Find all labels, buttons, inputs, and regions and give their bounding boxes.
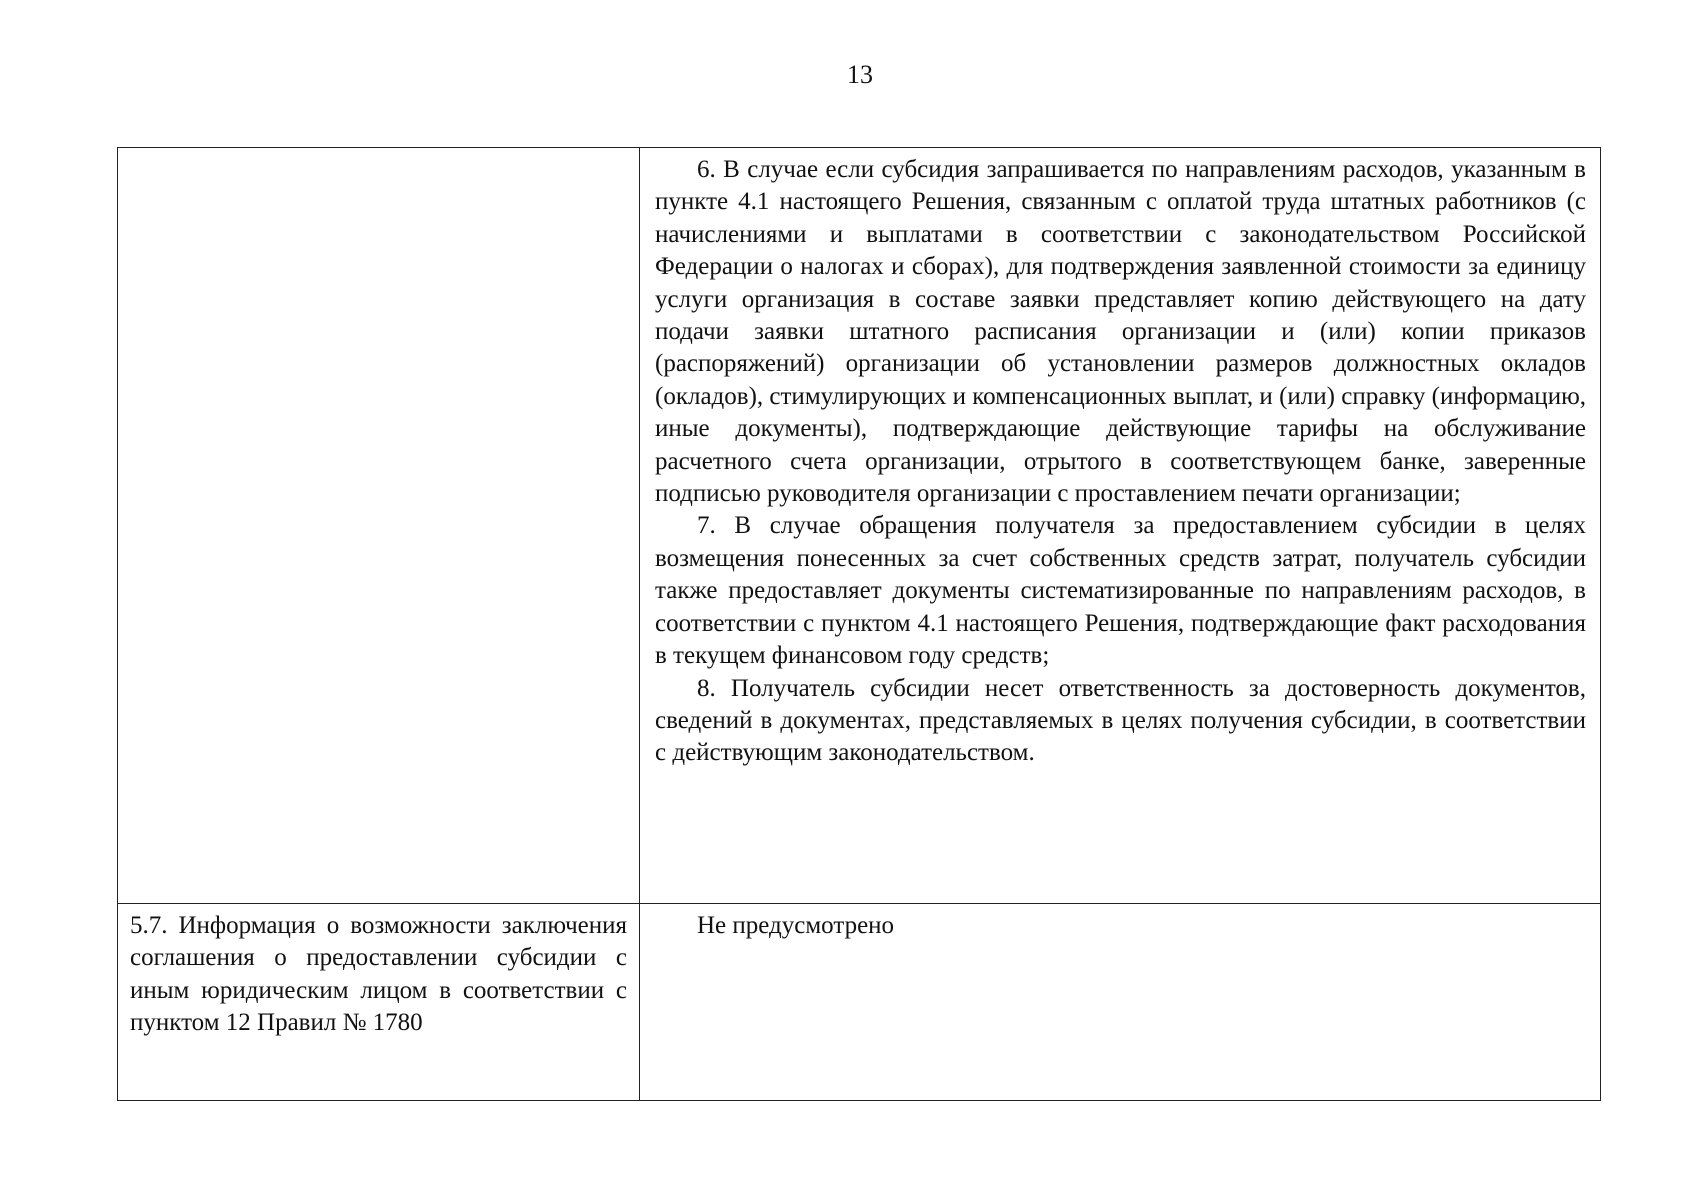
table-row (118, 148, 1601, 904)
paragraph-item-8: 8. Получатель субсидии несет ответственность за достоверность документов, сведений в документах, представляемых в целях получения субсидии, в соответствии с действующим законодательством. (655, 674, 1586, 767)
page-number: 13 (847, 60, 873, 89)
table-cell-left-empty (118, 148, 640, 904)
table-cell-section-5-7-value (640, 904, 1601, 1101)
table-row (118, 904, 1601, 1101)
paragraph-item-6: 6. В случае если субсидия запрашивается по направлениям расходов, указанным в пункте 4.1 настоящего Решения, связанным с оплатой труда штатных работников (с начислениями и выплатами в соответствии с законодательством Российской Федерации о налогах и сборах), для подтверждения заявленной стоимости за единицу услуги организация в составе заявки представляет копию действующего на дату подачи заявки штатного расписания организации и (или) копии приказов (распоряжений) организации об установлении размеров должностных окладов (окладов), стимулирующих и компенсационных выплат, и (или) справку (информацию, иные документы), подтверждающие действующие тарифы на обслуживание расчетного счета организации, отрытого в соответствующем банке, заверенные подписью руководителя организации с проставлением печати организации; (655, 156, 1586, 508)
document-table (117, 147, 1601, 1101)
paragraph-item-7: 7. В случае обращения получателя за предоставлением субсидии в целях возмещения понесенных за счет собственных средств затрат, получатель субсидии также предоставляет документы систематизированные по направлениям расходов, в соответствии с пунктом 4.1 настоящего Решения, подтверждающие факт расходования в текущем финансовом году средств; (655, 512, 1586, 670)
table-cell-section-5-7-label: 5.7. Информация о возможности заключения соглашения о предоставлении субсидии с иным юридическим лицом в соответствии с пунктом 12 Правил № 1780 (118, 904, 640, 1101)
section-5-7-value-text: Не предусмотрено (697, 912, 895, 939)
table-cell-requirements (640, 148, 1601, 904)
